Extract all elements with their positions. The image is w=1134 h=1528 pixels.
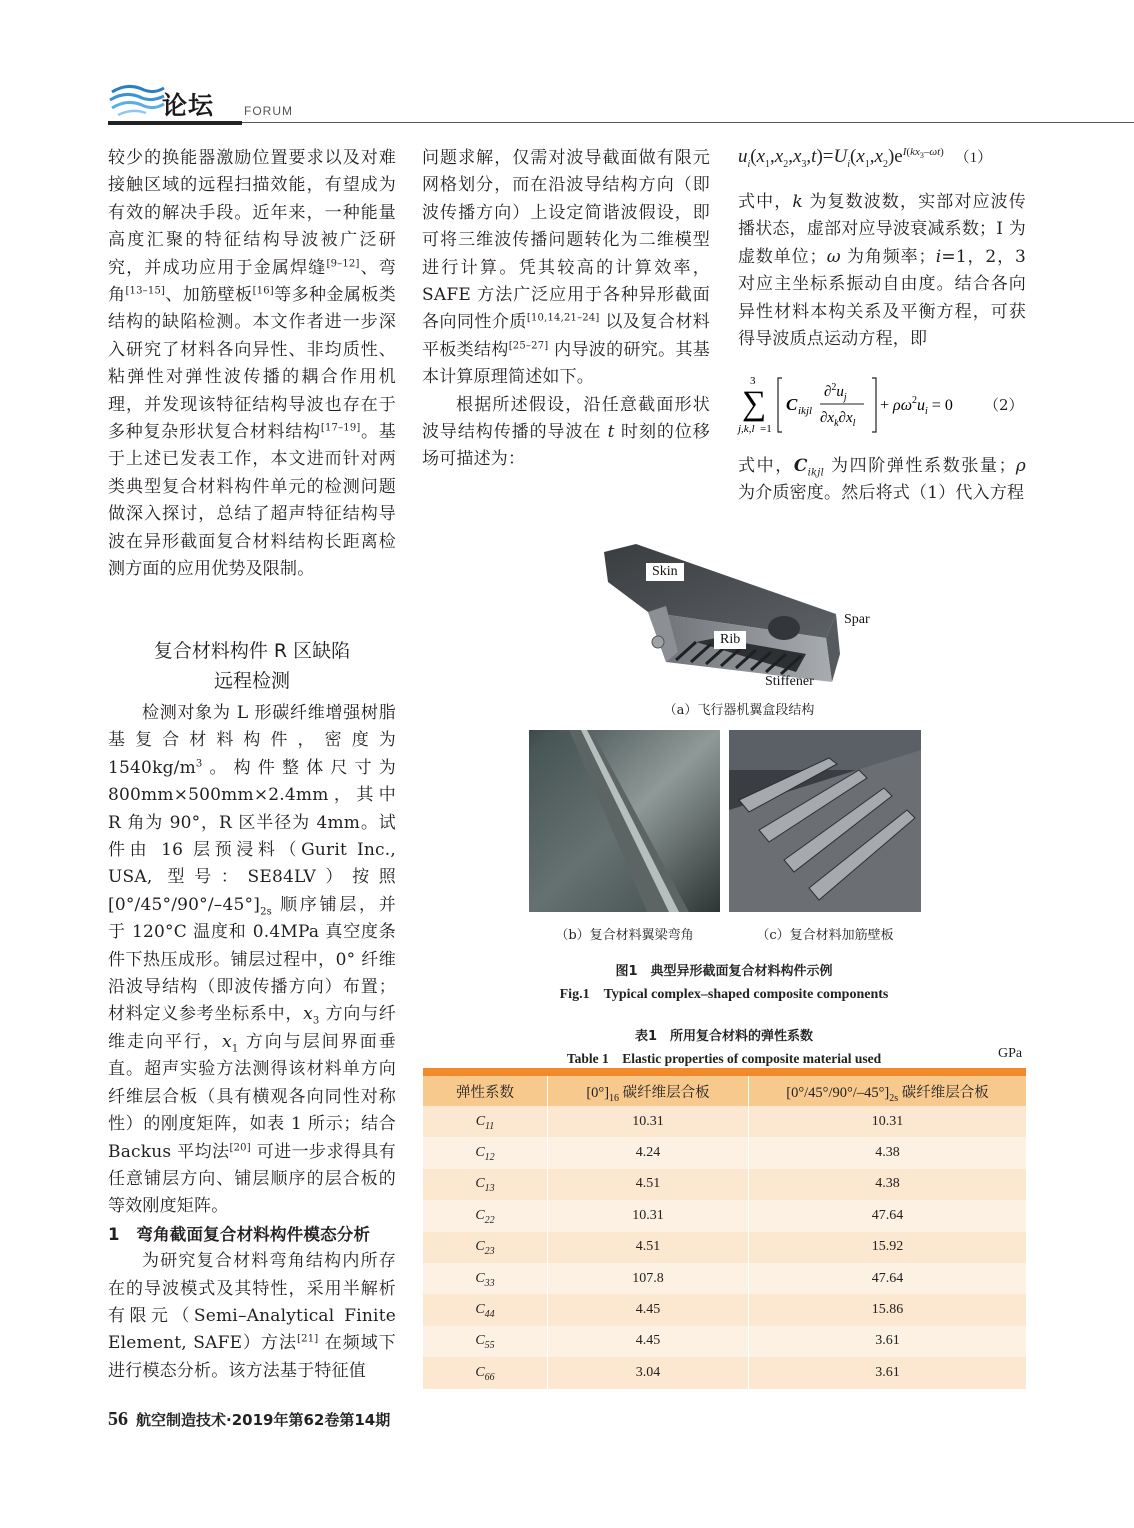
- equation-1-number: （1）: [954, 150, 993, 166]
- subsection-heading: 1 弯角截面复合材料构件模态分析: [108, 1224, 371, 1244]
- table-row: $C_{23}$ 4.51 15.92: [423, 1232, 1027, 1263]
- paragraph: 式中，k 为复数波数，实部对应波传播状态，虚部对应导波衰减系数；I 为虚数单位；ω 为角频率；i=1，2，3 对应主坐标系振动自由度。结合各向异性材料本构关系及平衡方程，可获得导波质点运动方程，即: [738, 192, 1026, 350]
- table-row: $C_{66}$ 3.04 3.61: [423, 1357, 1027, 1388]
- paragraph: 检测对象为 L 形碳纤维增强树脂基复合材料构件，密度为 $1540kg/m^3$。构件整体尺寸为 800mm×500mm×2.4mm，其中 R 角为 90°，R 区半径为 4mm。试件由 16 层预浸料（Gurit Inc., USA, 型号：SE84LV）按照 $[0^\circ/45^\circ/90^\circ/-45^\circ]_{2s}$ 顺序铺层，并于 120°C 温度和 0.4MPa 真空度条件下热压成形。铺层过程中，0° 纤维沿波导结构（即波传播方向）布置；材料定义参考坐标系中，$x_3$ 方向与纤维走向平行，$x_1$ 方向与层间界面垂直。超声实验方法测得该材料单方向纤维层合板（具有横观各向同性对称性）的刚度矩阵，如表 1 所示；结合 Backus 平均法[20] 可进一步求得具有任意铺层方向、铺层顺序的层合板的等效刚度矩阵。: [108, 703, 396, 1217]
- figure-1-title-cn: 图1 典型异形截面复合材料构件示例: [615, 964, 833, 979]
- figure-1-title-en: Fig.1 Typical complex–shaped composite components: [559, 987, 889, 1002]
- table-row: $C_{11}$ 10.31 10.31: [423, 1106, 1027, 1137]
- svg-text:∂xk∂xl: $\partial x_k\partial x_l$: [820, 410, 856, 429]
- table-row: $C_{44}$ 4.45 15.86: [423, 1294, 1027, 1325]
- page-number: 56: [108, 1408, 128, 1430]
- figure-1c-caption: （c）复合材料加筋壁板: [756, 928, 894, 943]
- table-row: $C_{55}$ 4.45 3.61: [423, 1326, 1027, 1357]
- column-3-top: [738, 189, 1026, 353]
- stiffened-panel-photo: [729, 730, 921, 912]
- header-rule-thin: [242, 122, 1134, 123]
- column-2: [422, 145, 710, 474]
- page-footer: [108, 1408, 390, 1431]
- figure-1b-caption: （b）复合材料翼梁弯角: [555, 928, 694, 943]
- wing-box-figure: [596, 542, 882, 692]
- table-row: $C_{22}$ 10.31 47.64: [423, 1200, 1027, 1231]
- label-stiffener: Stiffener: [765, 674, 814, 689]
- paragraph: 较少的换能器激励位置要求以及对难接触区域的远程扫描效能，有望成为有效的解决手段。近年来，一种能量高度汇聚的特征结构导波被广泛研究，并成功应用于金属焊缝[9–12]、弯角[13–15]、加筋壁板[16]等多种金属板类结构的缺陷检测。本文作者进一步深入研究了材料各向异性、非均质性、粘弹性对弹性波传播的耦合作用机理，并发现该特征结构导波也存在于多种复杂形状复合材料结构[17–19]。基于上述已发表工作，本文进而针对两类典型复合材料构件单元的检测问题做深入探讨，总结了超声特征结构导波在异形截面复合材料结构长距离检测方面的应用优势及限制。: [108, 148, 397, 580]
- journal-issue: 航空制造技术·2019年第62卷第14期: [136, 1411, 391, 1429]
- table-top-band: [423, 1068, 1027, 1076]
- composite-spar-photo: [529, 730, 720, 912]
- table-row: $C_{13}$ 4.51 4.38: [423, 1169, 1027, 1200]
- paragraph: 问题求解，仅需对波导截面做有限元网格划分，而在沿波导结构方向（即波传播方向）上设定简谐波假设，即可将三维波传播问题转化为二维模型进行计算。凭其较高的计算效率，SAFE 方法广泛应用于各种异形截面各向同性介质[10,14,21–24] 以及复合材料平板类结构[25–27] 内导波的研究。其基本计算原理简述如下。: [422, 148, 711, 388]
- header-coefficient: 弹性系数: [423, 1076, 548, 1106]
- svg-text:C: C: [786, 395, 798, 414]
- svg-text:j,k,l: j,k,l: [738, 423, 755, 435]
- header-rule-thick: [108, 121, 242, 125]
- table-unit: GPa: [998, 1046, 1023, 1061]
- equation-2-number: （2）: [984, 396, 1024, 414]
- label-skin: Skin: [646, 563, 684, 581]
- column-1-top: [108, 145, 396, 584]
- paragraph: 根据所述假设，沿任意截面形状波导结构传播的导波在 t 时刻的位移场可描述为：: [422, 394, 710, 470]
- table-row: $C_{12}$ 4.24 4.38: [423, 1137, 1027, 1168]
- equation-2: [736, 370, 1028, 438]
- equation-1: $u_i(x_1,x_2,x_3,t)=U_i(x_1,x_2)e^{I(kx_3-\omega t)}$ （1）: [738, 145, 993, 170]
- figure-1a-caption: （a）飞行器机翼盒段结构: [663, 703, 815, 718]
- column-1-bottom: [108, 700, 396, 1385]
- header-laminate-quasi: $[0^\circ/45^\circ/90^\circ/-45^\circ]_{2s}$ 碳纤维层合板: [749, 1076, 1027, 1106]
- svg-text:∂2uj: $\partial^2u_j$: [824, 382, 847, 403]
- svg-text:=1: =1: [760, 423, 772, 435]
- table-header-row: [423, 1076, 1027, 1106]
- svg-text:+ ρω2ui = 0: + $\rho\omega^2u_i = 0$: [880, 395, 953, 417]
- section-header-title: 论坛: [162, 91, 215, 120]
- table-1-title-cn: 表1 所用复合材料的弹性系数: [634, 1029, 814, 1044]
- column-3-bottom: [738, 453, 1026, 508]
- svg-text:∑: ∑: [742, 385, 767, 422]
- label-spar: Spar: [844, 612, 870, 627]
- svg-text:ikjl: ikjl: [798, 405, 813, 417]
- header-laminate-0: $[0^\circ]_{16}$ 碳纤维层合板: [548, 1076, 749, 1106]
- paragraph: 式中，$C_{ikjl}$ 为四阶弹性系数张量；ρ 为介质密度。然后将式（1）代入方程: [738, 456, 1026, 504]
- svg-text:3: 3: [750, 375, 756, 387]
- label-rib: Rib: [714, 631, 746, 649]
- section-header-forum: FORUM: [244, 104, 293, 118]
- section-title: 复合材料构件 R 区缺陷 远程检测: [153, 640, 351, 692]
- table-1-title-en: Table 1 Elastic properties of composite material used: [566, 1051, 882, 1066]
- elastic-properties-table: [422, 1068, 1026, 1389]
- journal-logo: [108, 80, 168, 120]
- table-row: $C_{33}$ 107.8 47.64: [423, 1263, 1027, 1294]
- paragraph: 为研究复合材料弯角结构内所存在的导波模式及其特性，采用半解析有限元（Semi–Analytical Finite Element, SAFE）方法[21] 在频域下进行模态分析。该方法基于特征值: [108, 1251, 396, 1381]
